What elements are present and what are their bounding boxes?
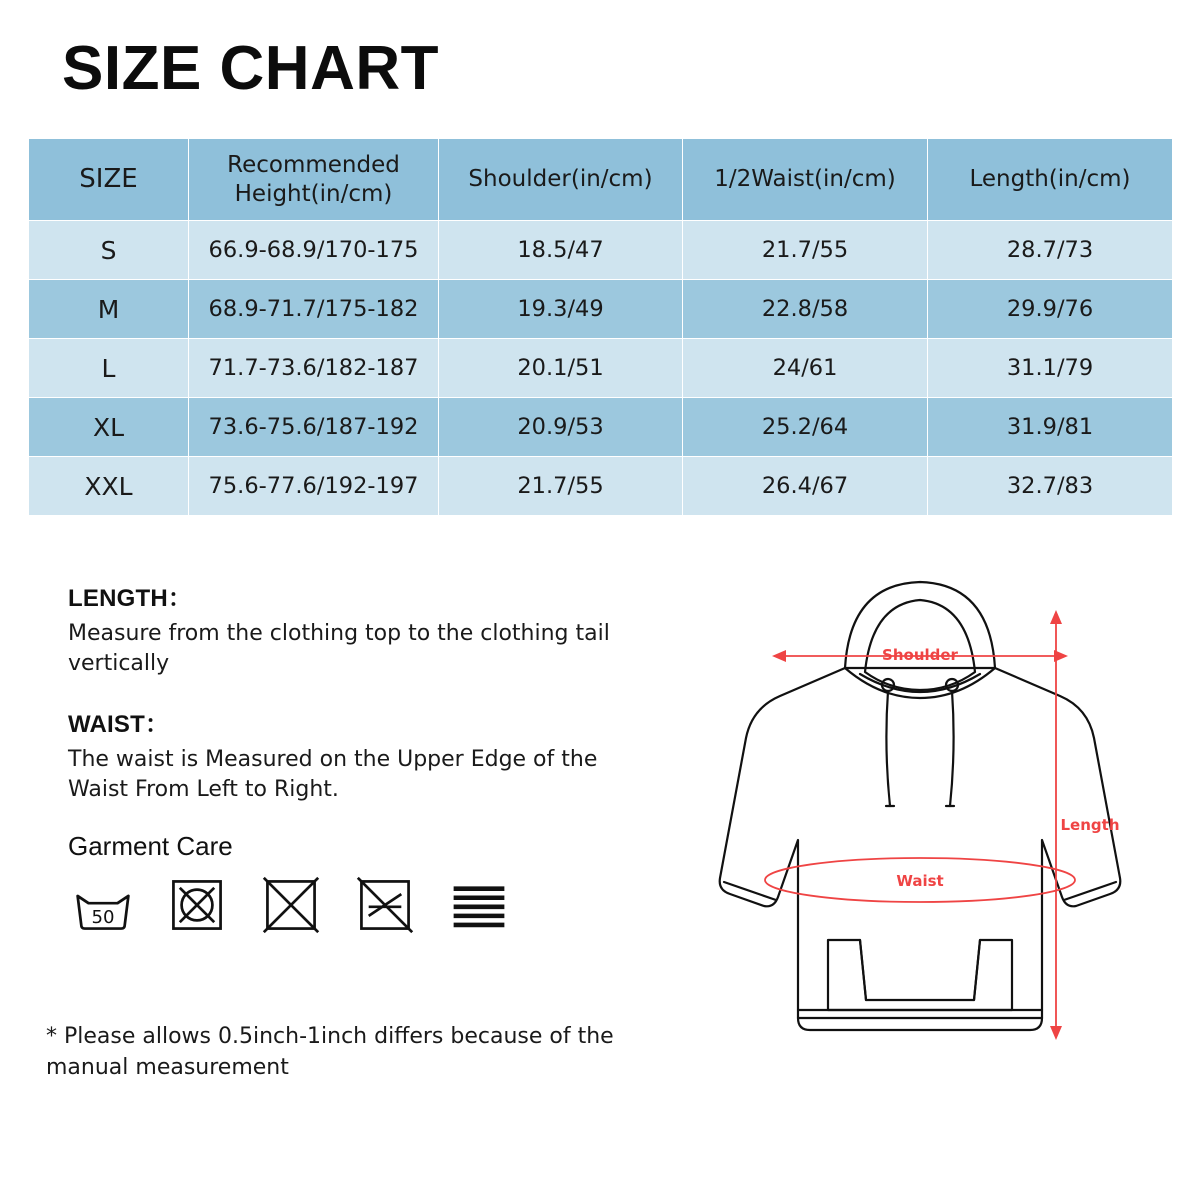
measurement-notes: [68, 578, 628, 934]
garment-care-icons: [74, 876, 628, 934]
do-not-iron-icon: [356, 876, 414, 934]
col-header-waist: 1/2Waist(in/cm): [683, 139, 928, 221]
table-row: [29, 221, 1173, 280]
cell-waist: 25.2/64: [683, 398, 928, 457]
cell-waist: 21.7/55: [683, 221, 928, 280]
cell-length: 31.9/81: [928, 398, 1173, 457]
cell-size: M: [29, 280, 189, 339]
cell-height: 75.6-77.6/192-197: [189, 457, 439, 516]
table-row: [29, 398, 1173, 457]
cell-waist: 26.4/67: [683, 457, 928, 516]
do-not-bleach-icon: [262, 876, 320, 934]
footnote: * Please allows 0.5inch-1inch differs because of the manual measurement: [46, 1024, 614, 1080]
cell-shoulder: 20.9/53: [439, 398, 683, 457]
cell-size: L: [29, 339, 189, 398]
wash-temp-label: 50: [91, 906, 115, 928]
size-table: [28, 138, 1173, 516]
waist-note-body: The waist is Measured on the Upper Edge of the Waist From Left to Right.: [68, 747, 598, 803]
cell-size: XXL: [29, 457, 189, 516]
waist-note-title: WAIST：: [68, 711, 170, 739]
col-header-length: Length(in/cm): [928, 139, 1173, 221]
col-header-height: Recommended Height(in/cm): [189, 139, 439, 221]
cell-size: S: [29, 221, 189, 280]
cell-height: 68.9-71.7/175-182: [189, 280, 439, 339]
length-note-body: Measure from the clothing top to the clothing tail vertically: [68, 621, 610, 676]
hoodie-illustration: [660, 548, 1180, 1108]
cell-waist: 22.8/58: [683, 280, 928, 339]
cell-height: 66.9-68.9/170-175: [189, 221, 439, 280]
cell-length: 31.1/79: [928, 339, 1173, 398]
cell-waist: 24/61: [683, 339, 928, 398]
cell-length: 29.9/76: [928, 280, 1173, 339]
length-measure-label: Length: [1060, 816, 1120, 834]
cell-height: 71.7-73.6/182-187: [189, 339, 439, 398]
waist-measure-label: Waist: [896, 872, 944, 890]
col-header-shoulder: Shoulder(in/cm): [439, 139, 683, 221]
size-table-container: [28, 138, 1172, 516]
page-title: SIZE CHART: [62, 34, 439, 103]
wash-50-icon: [74, 876, 132, 934]
table-row: [29, 457, 1173, 516]
cell-height: 73.6-75.6/187-192: [189, 398, 439, 457]
length-note-title: LENGTH：: [68, 585, 193, 612]
cell-length: 28.7/73: [928, 221, 1173, 280]
cell-shoulder: 21.7/55: [439, 457, 683, 516]
table-row: [29, 280, 1173, 339]
table-header: [29, 139, 1173, 221]
cell-shoulder: 19.3/49: [439, 280, 683, 339]
table-row: [29, 339, 1173, 398]
cell-size: XL: [29, 398, 189, 457]
garment-care-title: Garment Care: [68, 830, 233, 861]
dry-flat-icon: [450, 876, 508, 934]
no-tumble-dry-icon: [168, 876, 226, 934]
shoulder-measure-label: Shoulder: [882, 646, 958, 664]
table-header-row: [29, 139, 1173, 221]
cell-shoulder: 20.1/51: [439, 339, 683, 398]
cell-shoulder: 18.5/47: [439, 221, 683, 280]
col-header-size: SIZE: [29, 139, 189, 221]
cell-length: 32.7/83: [928, 457, 1173, 516]
table-body: [29, 221, 1173, 516]
